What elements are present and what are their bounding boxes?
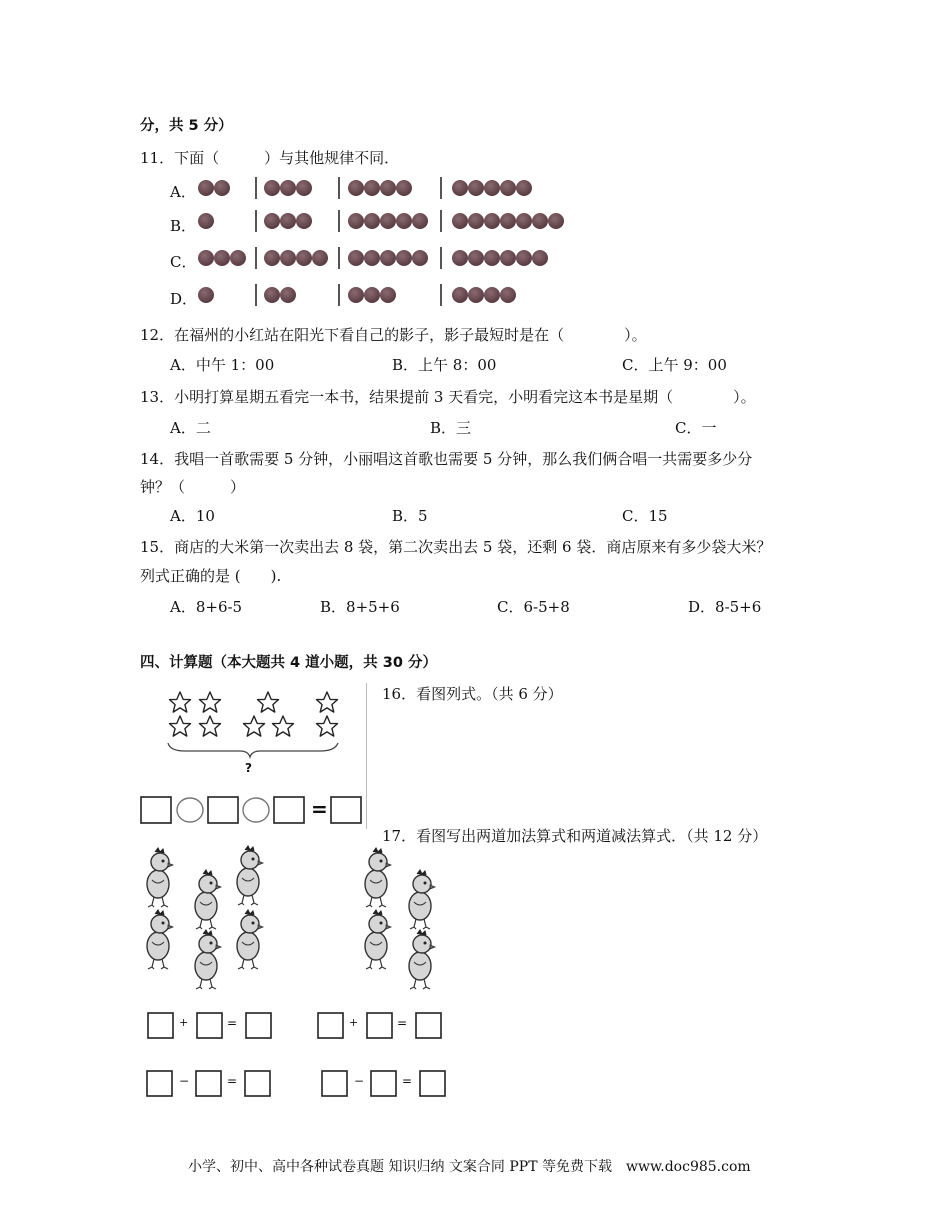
q15-option-c: C．6-5+8 xyxy=(497,598,570,616)
q11-stem: 11．下面（ ）与其他规律不同． xyxy=(140,149,400,167)
dot-icon xyxy=(280,213,296,229)
star-icon xyxy=(258,692,279,712)
answer-box[interactable] xyxy=(147,1071,172,1096)
section4-title: 四、计算题（本大题共 4 道小题，共 30 分） xyxy=(140,655,437,671)
dot-icon xyxy=(484,250,500,266)
equals-sign: = xyxy=(227,1016,238,1030)
separator-bar xyxy=(440,177,442,199)
q12-option-b: B．上午 8：00 xyxy=(392,356,497,374)
q15-option-d: D．8-5+6 xyxy=(688,598,762,616)
dot-icon xyxy=(198,250,214,266)
separator-bar xyxy=(440,284,442,306)
dot-icon xyxy=(396,250,412,266)
dot-icon xyxy=(280,250,296,266)
separator-bar xyxy=(338,177,340,199)
separator-bar xyxy=(255,247,257,269)
dot-icon xyxy=(516,213,532,229)
dot-icon xyxy=(500,213,516,229)
q16-star-figure xyxy=(140,685,370,830)
q13-option-a: A．二 xyxy=(170,419,211,437)
dot-icon xyxy=(348,287,364,303)
dot-icon xyxy=(452,287,468,303)
separator-bar xyxy=(255,284,257,306)
dot-icon xyxy=(516,180,532,196)
star-icon xyxy=(200,716,221,736)
answer-box[interactable] xyxy=(420,1071,445,1096)
answer-box[interactable] xyxy=(141,797,171,823)
answer-box[interactable] xyxy=(274,797,304,823)
dot-icon xyxy=(484,213,500,229)
dot-icon xyxy=(396,213,412,229)
dot-icon xyxy=(364,213,380,229)
dot-icon xyxy=(396,180,412,196)
minus-sign: − xyxy=(179,1074,190,1088)
q16-equals-sign: = xyxy=(311,797,328,821)
dot-icon xyxy=(296,180,312,196)
q14-option-c: C．15 xyxy=(622,507,668,525)
dot-icon xyxy=(364,287,380,303)
dot-icon xyxy=(264,287,280,303)
dot-icon xyxy=(412,250,428,266)
q11-option-d-label: D． xyxy=(170,290,198,308)
q15-option-a: A．8+6-5 xyxy=(170,598,243,616)
separator-bar xyxy=(440,247,442,269)
equals-sign: = xyxy=(227,1074,238,1088)
dot-icon xyxy=(312,250,328,266)
footer-text: 小学、初中、高中各种试卷真题 知识归纳 文案合同 PPT 等免费下载 www.doc985.com xyxy=(188,1159,751,1175)
operator-circle[interactable] xyxy=(177,798,203,822)
q15-option-b: B．8+5+6 xyxy=(320,598,400,616)
q14-option-a: A．10 xyxy=(170,507,215,525)
brace xyxy=(168,743,338,757)
answer-box[interactable] xyxy=(245,1071,270,1096)
dot-icon xyxy=(468,287,484,303)
dot-icon xyxy=(484,180,500,196)
dot-icon xyxy=(348,250,364,266)
dot-icon xyxy=(230,250,246,266)
q13-stem: 13．小明打算星期五看完一本书，结果提前 3 天看完，小明看完这本书是星期（ ）。 xyxy=(140,388,756,406)
dot-icon xyxy=(264,250,280,266)
star-icon xyxy=(273,716,294,736)
answer-box[interactable] xyxy=(371,1071,396,1096)
dot-icon xyxy=(468,213,484,229)
operator-circle[interactable] xyxy=(243,798,269,822)
dot-icon xyxy=(296,213,312,229)
q12-option-a: A．中午 1：00 xyxy=(170,356,275,374)
answer-box[interactable] xyxy=(416,1013,441,1038)
dot-icon xyxy=(452,250,468,266)
answer-box[interactable] xyxy=(148,1013,173,1038)
star-icon xyxy=(200,692,221,712)
dot-icon xyxy=(500,287,516,303)
answer-box[interactable] xyxy=(318,1013,343,1038)
q14-stem-line1: 14．我唱一首歌需要 5 分钟，小丽唱这首歌也需要 5 分钟，那么我们俩合唱一共需要多少分 xyxy=(140,450,753,468)
chick-icon xyxy=(195,870,221,929)
dot-icon xyxy=(548,213,564,229)
answer-box[interactable] xyxy=(322,1071,347,1096)
chick-icon xyxy=(409,930,435,989)
separator-bar xyxy=(255,177,257,199)
dot-icon xyxy=(484,287,500,303)
dot-icon xyxy=(280,287,296,303)
q12-stem: 12．在福州的小红站在阳光下看自己的影子，影子最短时是在（ ）。 xyxy=(140,326,647,344)
dot-icon xyxy=(264,180,280,196)
dot-icon xyxy=(452,213,468,229)
separator-bar xyxy=(338,247,340,269)
divider xyxy=(366,683,367,829)
q13-option-b: B．三 xyxy=(430,419,472,437)
answer-box[interactable] xyxy=(208,797,238,823)
separator-bar xyxy=(255,210,257,232)
dot-icon xyxy=(380,213,396,229)
q11-option-c-label: C． xyxy=(170,253,197,271)
chick-icon xyxy=(237,846,263,905)
dot-icon xyxy=(468,180,484,196)
chick-icon xyxy=(409,870,435,929)
dot-icon xyxy=(214,180,230,196)
q17-chick-figure xyxy=(138,850,458,990)
chick-icon xyxy=(365,848,391,907)
dot-icon xyxy=(468,250,484,266)
q16-stem: 16．看图列式。（共 6 分） xyxy=(382,685,563,703)
q15-stem-line1: 15．商店的大米第一次卖出去 8 袋，第二次卖出去 5 袋，还剩 6 袋．商店原来有多少袋大米？ xyxy=(140,538,772,556)
chick-icon xyxy=(147,910,173,969)
dot-icon xyxy=(198,180,214,196)
star-icon xyxy=(317,692,338,712)
separator-bar xyxy=(338,284,340,306)
star-icon xyxy=(170,692,191,712)
answer-box[interactable] xyxy=(197,1013,222,1038)
q15-stem-line2: 列式正确的是 ( ). xyxy=(140,567,282,585)
dot-icon xyxy=(500,180,516,196)
q11-option-a-label: A． xyxy=(170,183,196,201)
plus-sign: + xyxy=(179,1016,189,1029)
dot-icon xyxy=(412,213,428,229)
separator-bar xyxy=(338,210,340,232)
star-icon xyxy=(244,716,265,736)
q12-option-c: C．上午 9：00 xyxy=(622,356,727,374)
answer-box[interactable] xyxy=(367,1013,392,1038)
chick-icon xyxy=(147,848,173,907)
q13-option-c: C．一 xyxy=(675,419,717,437)
q17-stem: 17．看图写出两道加法算式和两道减法算式．（共 12 分） xyxy=(382,827,768,845)
dot-icon xyxy=(500,250,516,266)
answer-box[interactable] xyxy=(331,797,361,823)
dot-icon xyxy=(198,287,214,303)
q14-option-b: B．5 xyxy=(392,507,428,525)
dot-icon xyxy=(348,213,364,229)
dot-icon xyxy=(264,213,280,229)
chick-icon xyxy=(365,910,391,969)
dot-icon xyxy=(380,250,396,266)
answer-box[interactable] xyxy=(246,1013,271,1038)
chick-icon xyxy=(195,930,221,989)
dot-icon xyxy=(532,250,548,266)
equals-sign: = xyxy=(397,1016,408,1030)
separator-bar xyxy=(440,210,442,232)
section-header-fragment: 分，共 5 分） xyxy=(140,118,233,134)
q16-question-mark: ? xyxy=(245,761,252,775)
dot-icon xyxy=(452,180,468,196)
dot-icon xyxy=(348,180,364,196)
dot-icon xyxy=(296,250,312,266)
dot-icon xyxy=(198,213,214,229)
dot-icon xyxy=(516,250,532,266)
dot-icon xyxy=(380,180,396,196)
dot-icon xyxy=(364,250,380,266)
plus-sign: + xyxy=(349,1016,359,1029)
dot-icon xyxy=(214,250,230,266)
dot-icon xyxy=(380,287,396,303)
dot-icon xyxy=(532,213,548,229)
q14-stem-line2: 钟？（ ） xyxy=(140,478,246,496)
chick-icon xyxy=(237,910,263,969)
dot-icon xyxy=(364,180,380,196)
dot-icon xyxy=(280,180,296,196)
q11-option-b-label: B． xyxy=(170,217,197,235)
star-icon xyxy=(170,716,191,736)
equals-sign: = xyxy=(402,1074,413,1088)
minus-sign: − xyxy=(354,1074,365,1088)
star-icon xyxy=(317,716,338,736)
answer-box[interactable] xyxy=(196,1071,221,1096)
